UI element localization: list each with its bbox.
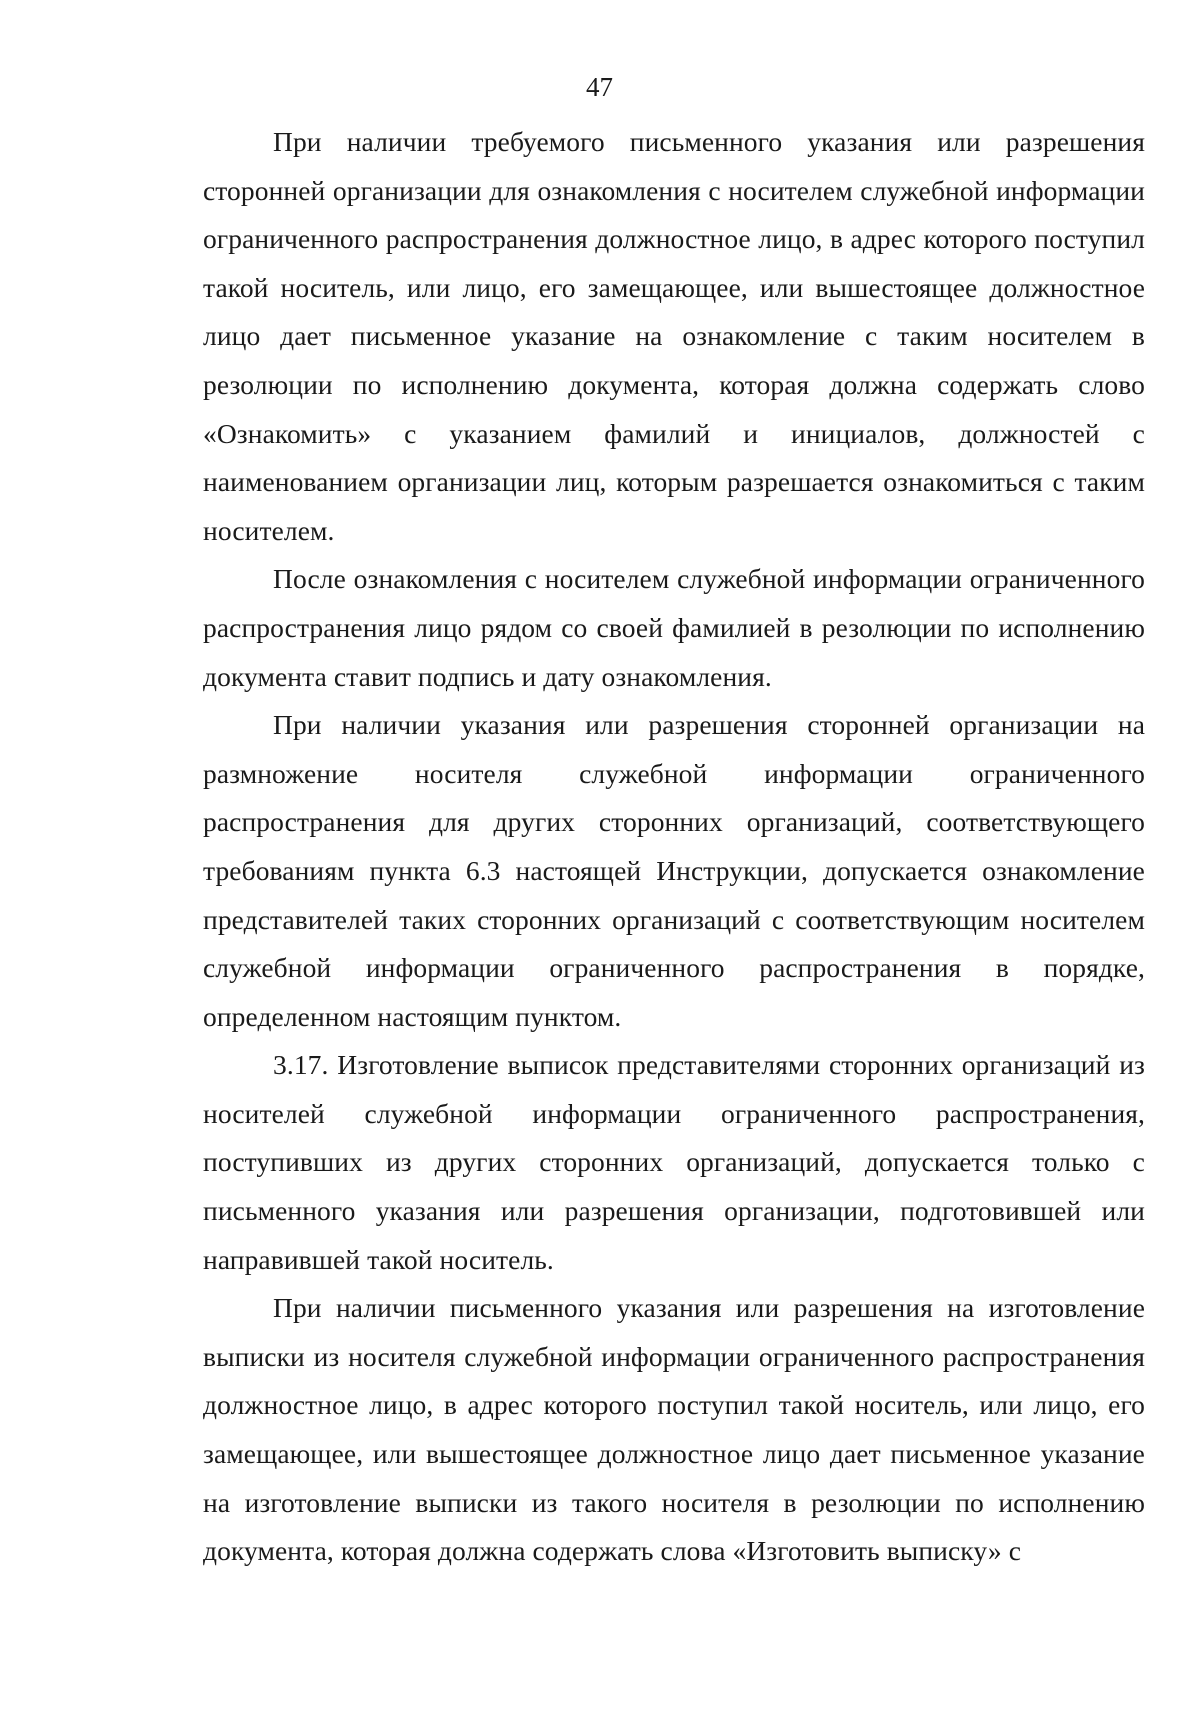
paragraph-familiarization-instruction: При наличии требуемого письменного указания или разрешения сторонней организации для ознакомления с носителем служебной информации ограниченного распространения должностное лицо, в адрес которого поступил такой носитель, или лицо, его замещающее, или вышестоящее должностное лицо дает письменное указание на ознакомление с таким носителем в резолюции по исполнению документа, которая должна содержать слово «Ознакомить» с указанием фамилий и инициалов, должностей с наименованием организации лиц, которым разрешается ознакомиться с таким носителем. bbox=[203, 126, 1145, 546]
document-body bbox=[203, 118, 1145, 1576]
page-number: 47 bbox=[586, 72, 613, 102]
paragraph-after-familiarization: После ознакомления с носителем служебной информации ограниченного распространения лицо рядом со своей фамилией в резолюции по исполнению документа ставит подпись и дату ознакомления. bbox=[203, 563, 1145, 692]
paragraph-section-3-17: 3.17. Изготовление выписок представителями сторонних организаций из носителей служебной информации ограниченного распространения, поступивших из других сторонних организаций, допускается только с письменного указания или разрешения организации, подготовившей или направившей такой носитель. bbox=[203, 1049, 1145, 1275]
paragraph-extract-instruction: При наличии письменного указания или разрешения на изготовление выписки из носителя служебной информации ограниченного распространения должностное лицо, в адрес которого поступил такой носитель, или лицо, его замещающее, или вышестоящее должностное лицо дает письменное указание на изготовление выписки из такого носителя в резолюции по исполнению документа, которая должна содержать слова «Изготовить выписку» с bbox=[203, 1292, 1145, 1567]
paragraph-reproduction-permission: При наличии указания или разрешения сторонней организации на размножение носителя служебной информации ограниченного распространения для других сторонних организаций, соответствующего требованиям пункта 6.3 настоящей Инструкции, допускается ознакомление представителей таких сторонних организаций с соответствующим носителем служебной информации ограниченного распространения в порядке, определенном настоящим пунктом. bbox=[203, 709, 1145, 1032]
